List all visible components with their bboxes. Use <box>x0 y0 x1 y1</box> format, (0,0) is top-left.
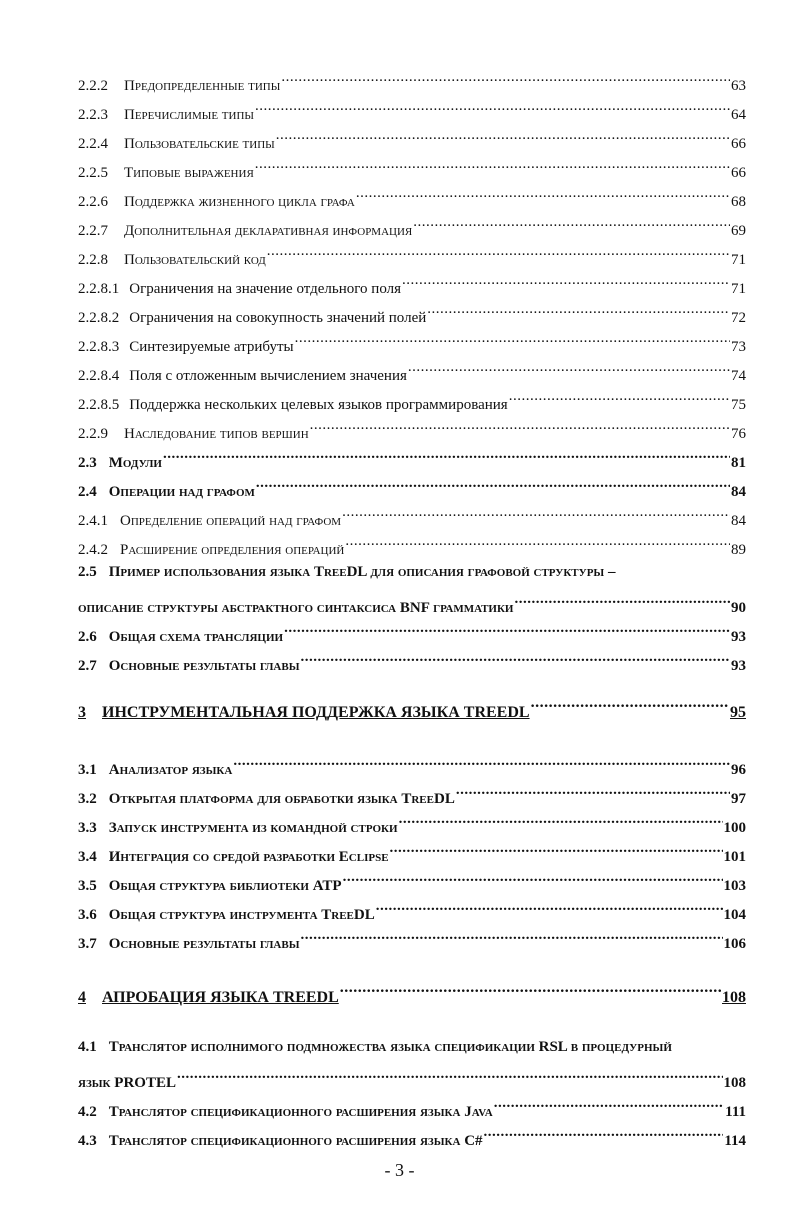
leader-dots <box>255 97 730 119</box>
leader-dots <box>484 1123 724 1145</box>
toc-entry-4-2[interactable]: 4.2 Транслятор спецификационного расширения языка Java ..... 111 <box>78 1094 746 1116</box>
toc-entry-2-3[interactable]: 2.3 Модули ..... 81 <box>78 445 746 467</box>
leader-dots <box>163 445 730 467</box>
toc-entry-2-2-9[interactable]: 2.2.9 Наследование типов вершин ..... 76 <box>78 416 746 438</box>
leader-dots <box>301 926 723 948</box>
toc-entry-2-5-line2[interactable]: описание структуры абстрактного синтаксиса BNF грамматики ..... 90 <box>78 590 746 612</box>
toc-entry-3-7[interactable]: 3.7 Основные результаты главы ..... 106 <box>78 926 746 948</box>
toc-entry-2-4-1[interactable]: 2.4.1 Определение операций над графом ..... 84 <box>78 503 746 525</box>
toc-chapter-3[interactable]: 3 ИНСТРУМЕНТАЛЬНАЯ ПОДДЕРЖКА ЯЗЫКА TREEDL ..... 95 <box>78 695 746 717</box>
leader-dots <box>402 271 730 293</box>
leader-dots <box>413 213 730 235</box>
toc-entry-2-2-8-2[interactable]: 2.2.8.2 Ограничения на совокупность значений полей ..... 72 <box>78 300 746 322</box>
leader-dots <box>515 590 731 612</box>
leader-dots <box>427 300 730 322</box>
toc-entry-3-3[interactable]: 3.3 Запуск инструмента из командной строки ..... 100 <box>78 810 746 832</box>
leader-dots <box>177 1065 723 1087</box>
leader-dots <box>255 155 730 177</box>
toc-entry-2-4-2[interactable]: 2.4.2 Расширение определения операций ..... 89 <box>78 532 746 554</box>
leader-dots <box>256 474 730 496</box>
leader-dots <box>233 752 730 774</box>
toc-entry-2-2-2[interactable]: 2.2.2 Предопределенные типы ..... 63 <box>78 68 746 90</box>
page-number: - 3 - <box>384 1160 415 1180</box>
leader-dots <box>267 242 730 264</box>
toc-entry-2-6[interactable]: 2.6 Общая схема трансляции ..... 93 <box>78 619 746 641</box>
toc-entry-3-4[interactable]: 3.4 Интеграция со средой разработки Eclipse ..... 101 <box>78 839 746 861</box>
toc-entry-2-2-4[interactable]: 2.2.4 Пользовательские типы ..... 66 <box>78 126 746 148</box>
leader-dots <box>301 648 730 670</box>
toc-entry-2-2-8-4[interactable]: 2.2.8.4 Поля с отложенным вычислением значения ..... 74 <box>78 358 746 380</box>
leader-dots <box>345 532 730 554</box>
leader-dots <box>340 980 721 1002</box>
toc-entry-3-2[interactable]: 3.2 Открытая платформа для обработки языка TreeDL ..... 97 <box>78 781 746 803</box>
toc-entry-3-5[interactable]: 3.5 Общая структура библиотеки ATP ..... 103 <box>78 868 746 890</box>
toc-entry-2-5-line1[interactable]: 2.5 Пример использования языка TreeDL для описания графовой структуры – <box>78 564 616 580</box>
toc-entry-2-4[interactable]: 2.4 Операции над графом ..... 84 <box>78 474 746 496</box>
toc-entry-2-2-8[interactable]: 2.2.8 Пользовательский код ..... 71 <box>78 242 746 264</box>
leader-dots <box>295 329 730 351</box>
leader-dots <box>356 184 730 206</box>
toc-entry-2-2-8-1[interactable]: 2.2.8.1 Ограничения на значение отдельного поля ..... 71 <box>78 271 746 293</box>
toc-chapter-4[interactable]: 4 АПРОБАЦИЯ ЯЗЫКА TREEDL ..... 108 <box>78 980 746 1002</box>
leader-dots <box>281 68 730 90</box>
toc-entry-2-2-5[interactable]: 2.2.5 Типовые выражения ..... 66 <box>78 155 746 177</box>
leader-dots <box>276 126 730 148</box>
leader-dots <box>390 839 723 861</box>
leader-dots <box>399 810 723 832</box>
toc-entry-4-1-line1[interactable]: 4.1 Транслятор исполнимого подмножества языка спецификации RSL в процедурный <box>78 1039 672 1055</box>
toc-entry-4-1-line2[interactable]: язык PROTEL ..... 108 <box>78 1065 746 1087</box>
toc-entry-2-7[interactable]: 2.7 Основные результаты главы ..... 93 <box>78 648 746 670</box>
leader-dots <box>494 1094 724 1116</box>
toc-entry-3-1[interactable]: 3.1 Анализатор языка ..... 96 <box>78 752 746 774</box>
leader-dots <box>342 503 730 525</box>
leader-dots <box>531 695 729 717</box>
toc-entry-2-2-6[interactable]: 2.2.6 Поддержка жизненного цикла графа ..... 68 <box>78 184 746 206</box>
leader-dots <box>408 358 730 380</box>
toc-entry-2-2-8-3[interactable]: 2.2.8.3 Синтезируемые атрибуты ..... 73 <box>78 329 746 351</box>
toc-entry-2-2-3[interactable]: 2.2.3 Перечислимые типы ..... 64 <box>78 97 746 119</box>
leader-dots <box>456 781 730 803</box>
leader-dots <box>284 619 730 641</box>
leader-dots <box>376 897 723 919</box>
toc-entry-2-2-7[interactable]: 2.2.7 Дополнительная декларативная информация ..... 69 <box>78 213 746 235</box>
leader-dots <box>509 387 730 409</box>
leader-dots <box>310 416 730 438</box>
toc-entry-2-2-8-5[interactable]: 2.2.8.5 Поддержка нескольких целевых языков программирования ..... 75 <box>78 387 746 409</box>
toc-entry-3-6[interactable]: 3.6 Общая структура инструмента TreeDL ..... 104 <box>78 897 746 919</box>
toc-entry-4-3[interactable]: 4.3 Транслятор спецификационного расширения языка C# ..... 114 <box>78 1123 746 1145</box>
leader-dots <box>343 868 723 890</box>
